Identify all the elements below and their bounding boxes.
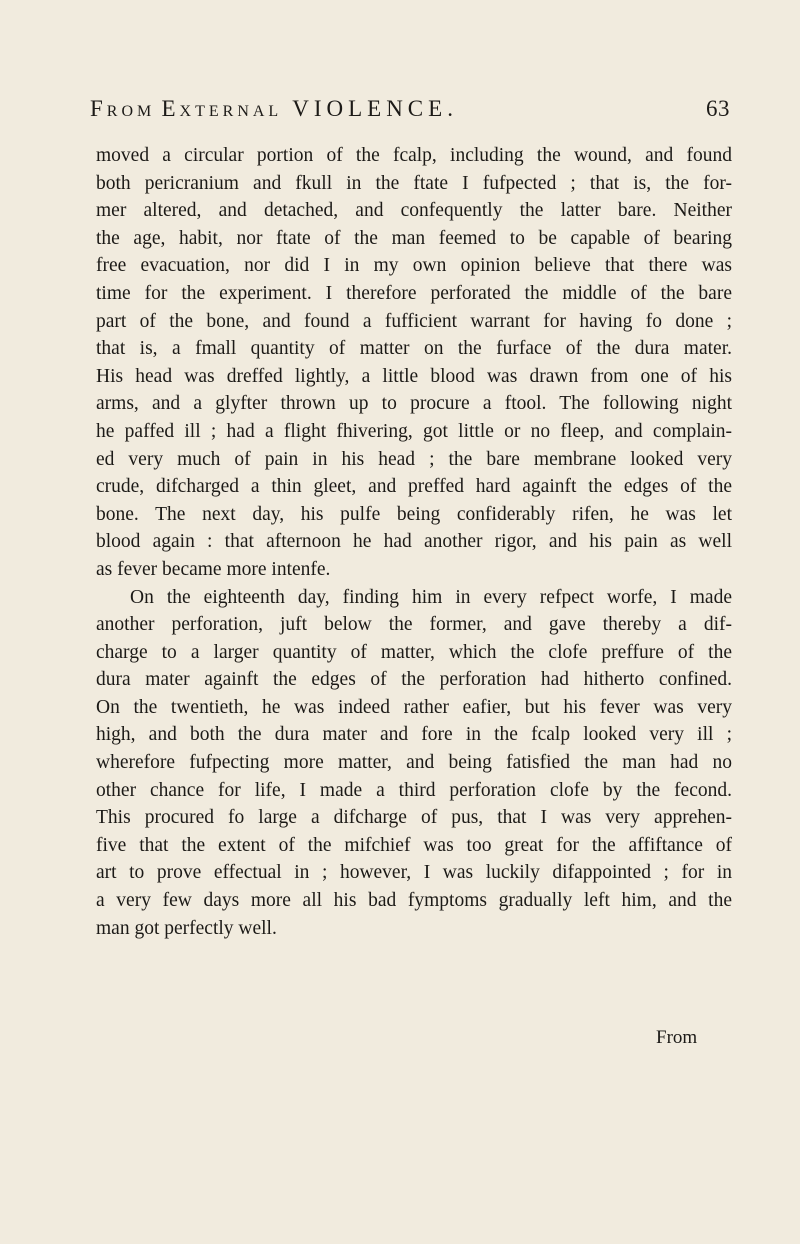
text-line: five that the extent of the mifchief was too great for the affiftance of	[96, 834, 732, 856]
text-line: man got perfectly well.	[96, 917, 277, 939]
text-line: time for the experiment. I therefore perforated the middle of the bare	[96, 282, 732, 304]
text-line: bone. The next day, his pulfe being confiderably rifen, he was let	[96, 503, 732, 525]
page-number: 63	[706, 96, 730, 121]
running-head-external: External	[161, 96, 283, 121]
text-line: other chance for life, I made a third perforation clofe by the fecond.	[96, 779, 732, 801]
running-head-from: From	[90, 96, 156, 121]
text-line: dura mater againft the edges of the perforation had hitherto confined.	[96, 669, 732, 691]
text-line: the age, habit, nor ftate of the man feemed to be capable of bearing	[96, 227, 732, 249]
text-line: mer altered, and detached, and confequently the latter bare. Neither	[96, 200, 732, 222]
text-line: This procured fo large a difcharge of pus, that I was very apprehen-	[96, 807, 732, 829]
text-line: as fever became more intenfe.	[96, 558, 331, 580]
text-line: both pericranium and fkull in the ftate I fufpected ; that is, the for-	[96, 172, 732, 194]
text-line: part of the bone, and found a fufficient warrant for having fo done ;	[96, 310, 732, 332]
text-line: he paffed ill ; had a flight fhivering, got little or no fleep, and complain-	[96, 420, 732, 442]
running-head-title	[90, 96, 458, 122]
text-line: that is, a fmall quantity of matter on the furface of the dura mater.	[96, 338, 732, 360]
catchword: From	[656, 1027, 698, 1048]
text-line: another perforation, juft below the former, and gave thereby a dif-	[96, 614, 732, 636]
text-line: crude, difcharged a thin gleet, and preffed hard againft the edges of the	[96, 476, 732, 498]
text-line: high, and both the dura mater and fore in the fcalp looked very ill ;	[96, 724, 732, 746]
text-line: a very few days more all his bad fymptoms gradually left him, and the	[96, 890, 732, 912]
text-line: moved a circular portion of the fcalp, including the wound, and found	[96, 145, 732, 166]
text-line: His head was dreffed lightly, a little blood was drawn from one of his	[96, 365, 732, 387]
text-line: art to prove effectual in ; however, I was luckily difappointed ; for in	[96, 862, 732, 884]
text-line: free evacuation, nor did I in my own opinion believe that there was	[96, 255, 732, 277]
text-line: wherefore fufpecting more matter, and being fatisfied the man had no	[96, 752, 732, 774]
text-line: ed very much of pain in his head ; the bare membrane looked very	[96, 448, 732, 470]
text-line: arms, and a glyfter thrown up to procure a ftool. The following night	[96, 393, 732, 415]
text-line: On the twentieth, he was indeed rather eafier, but his fever was very	[96, 696, 732, 718]
text-line: On the eighteenth day, finding him in every refpect worfe, I made	[130, 586, 732, 608]
running-head	[90, 96, 730, 130]
text-line: charge to a larger quantity of matter, which the clofe preffure of the	[96, 641, 732, 663]
text-line: blood again : that afternoon he had another rigor, and his pain as well	[96, 531, 732, 553]
body-text	[96, 142, 732, 942]
running-head-violence: VIOLENCE.	[292, 96, 458, 121]
